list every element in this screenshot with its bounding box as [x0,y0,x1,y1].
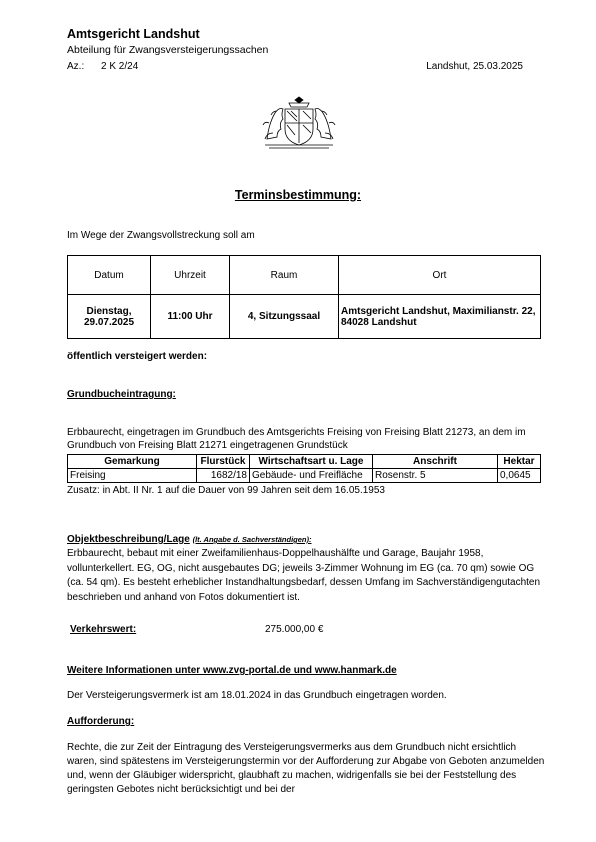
table-row [68,469,541,483]
document-title: Terminsbestimmung: [234,188,362,202]
schedule-date: Dienstag, 29.07.2025 [68,295,151,339]
schedule-table [67,255,541,339]
parcel-flurstueck: 1682/18 [197,469,250,483]
schedule-header-room: Raum [230,256,339,295]
file-number-label: Az.: [67,61,85,72]
parcel-table [67,454,541,483]
schedule-room: 4, Sitzungssaal [230,295,339,339]
aufforderung-heading: Aufforderung: [67,716,135,727]
schedule-header-location: Ort [339,256,541,295]
objekt-heading-line [67,534,312,545]
parcel-header-wirtschaftsart: Wirtschaftsart u. Lage [250,455,373,469]
objekt-heading: Objektbeschreibung/Lage [67,534,190,545]
parcel-header-anschrift: Anschrift [373,455,498,469]
parcel-wirtschaftsart: Gebäude- und Freifläche [250,469,373,483]
schedule-time: 11:00 Uhr [151,295,230,339]
zusatz-text: Zusatz: in Abt. II Nr. 1 auf die Dauer von 99 Jahren seit dem 16.05.1953 [67,485,385,496]
parcel-hektar: 0,0645 [498,469,541,483]
schedule-location: Amtsgericht Landshut, Maximilianstr. 22, 84028 Landshut [339,295,541,339]
objekt-text: Erbbaurecht, bebaut mit einer Zweifamilienhaus-Doppelhaushälfte und Garage, Baujahr 1958, vollunterkellert. EG, OG, nicht ausgebautes DG; jeweils 3-Zimmer Wohnung im EG (ca. 70 qm) sowie OG (ca. 54 qm). Es besteht erheblicher Instandhaltungsbedarf, dessen Umfang im Sachverständigengutachten beschrieben und anhand von Fotos dokumentiert ist. [67,548,541,603]
bavarian-coat-of-arms-icon [259,93,339,151]
schedule-header-row [68,256,541,295]
objekt-heading-note: (lt. Angabe d. Sachverständigen): [192,535,312,544]
parcel-anschrift: Rosenstr. 5 [373,469,498,483]
parcel-header-flurstueck: Flurstück [197,455,250,469]
info-text: Weitere Informationen unter www.zvg-portal.de und www.hanmark.de [67,665,397,676]
place-date: Landshut, 25.03.2025 [426,61,523,72]
grundbuch-text: Erbbaurecht, eingetragen im Grundbuch des Amtsgerichts Freising von Freising Blatt 21273, an dem im Grundbuch von Freising Blatt 21271 eingetragenen Grundstück [67,427,526,451]
parcel-header-gemarkung: Gemarkung [68,455,197,469]
grundbuch-heading: Grundbucheintragung: [67,389,176,400]
verkehrswert-value: 275.000,00 € [265,624,324,635]
aufforderung-text: Rechte, die zur Zeit der Eintragung des Versteigerungsvermerks aus dem Grundbuch nicht ersichtlich waren, sind spätestens im Versteigerungstermin vor der Aufforderung zur Abgabe von Geboten anzumelden und, wenn der Gläubiger widerspricht, glaubhaft zu machen, widrigenfalls sie bei der Feststellung des geringsten Gebotes nicht berücksichtigt und bei der [67,742,545,795]
court-name: Amtsgericht Landshut [67,27,200,41]
schedule-row [68,295,541,339]
sold-text: öffentlich versteigert werden: [67,351,208,362]
file-number: 2 K 2/24 [101,61,139,72]
schedule-header-time: Uhrzeit [151,256,230,295]
verkehrswert-label: Verkehrswert: [70,624,137,635]
vermerk-text: Der Versteigerungsvermerk ist am 18.01.2024 in das Grundbuch eingetragen worden. [67,690,447,701]
parcel-gemarkung: Freising [68,469,197,483]
department: Abteilung für Zwangsversteigerungssachen [67,44,269,56]
parcel-header-row [68,455,541,469]
intro-text: Im Wege der Zwangsvollstreckung soll am [67,230,255,241]
parcel-header-hektar: Hektar [498,455,541,469]
schedule-header-date: Datum [68,256,151,295]
